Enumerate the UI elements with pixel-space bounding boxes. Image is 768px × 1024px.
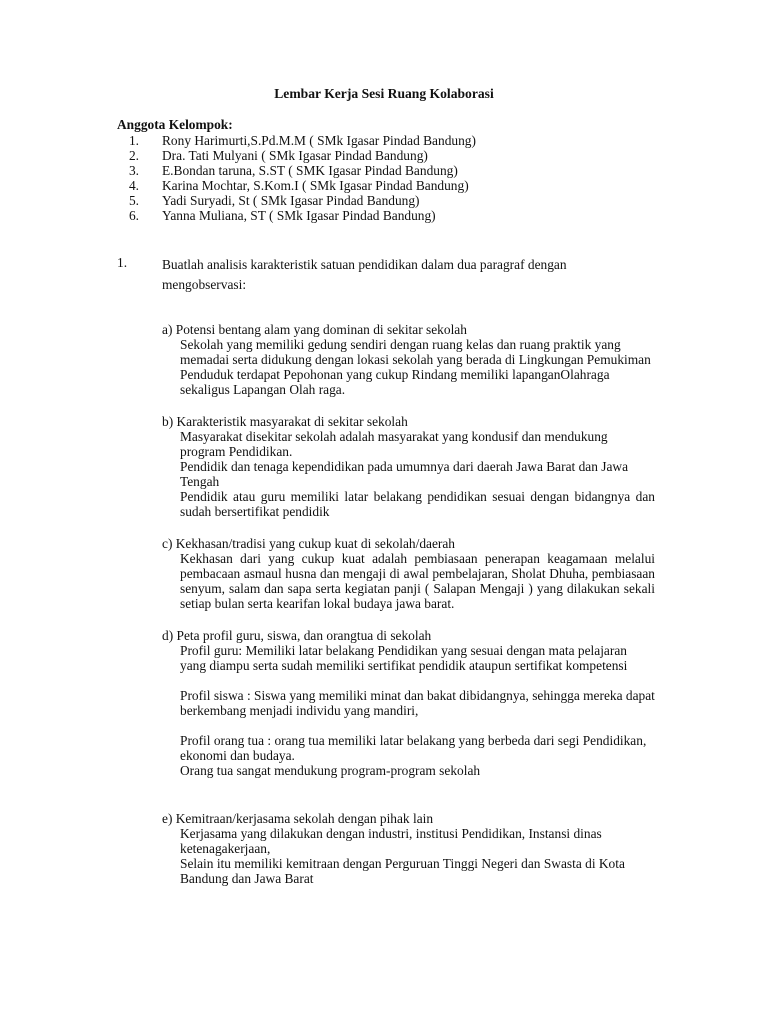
member-name: Dra. Tati Mulyani ( SMk Igasar Pindad Bandung) <box>162 148 428 163</box>
list-item <box>117 133 476 148</box>
section-body <box>162 643 655 778</box>
list-item <box>117 178 476 193</box>
paragraph: Selain itu memiliki kemitraan dengan Perguruan Tinggi Negeri dan Swasta di Kota Bandung dan Jawa Barat <box>180 856 625 886</box>
members-heading: Anggota Kelompok: <box>117 117 233 132</box>
member-name: Karina Mochtar, S.Kom.I ( SMk Igasar Pindad Bandung) <box>162 178 469 193</box>
section-heading: b) Karakteristik masyarakat di sekitar sekolah <box>162 414 408 429</box>
list-item <box>117 163 476 178</box>
section-a <box>162 322 657 397</box>
paragraph: Pendidik atau guru memiliki latar belakang pendidikan sesuai dengan bidangnya dan sudah bersertifikat pendidik <box>180 489 655 519</box>
paragraph: Orang tua sangat mendukung program-program sekolah <box>180 763 481 778</box>
member-name: Yanna Muliana, ST ( SMk Igasar Pindad Bandung) <box>162 208 436 223</box>
member-name: Yadi Suryadi, St ( SMk Igasar Pindad Bandung) <box>162 193 420 208</box>
paragraph: Sekolah yang memiliki gedung sendiri dengan ruang kelas dan ruang praktik yang memadai serta didukung dengan lokasi sekolah yang berada di Lingkungan Pemukiman Penduduk terdapat Pepohonan yang cukup Rindang memiliki lapanganOlahraga sekaligus Lapangan Olah raga. <box>180 337 651 397</box>
list-number: 3. <box>128 163 139 178</box>
list-number: 1. <box>128 133 139 148</box>
list-item <box>117 208 476 223</box>
paragraph: Masyarakat disekitar sekolah adalah masyarakat yang kondusif dan mendukung program Pendidikan. <box>180 429 608 459</box>
list-number: 5. <box>128 193 139 208</box>
section-b <box>162 414 657 519</box>
section-c <box>162 536 657 611</box>
section-body <box>162 429 655 519</box>
section-e <box>162 811 657 886</box>
list-number: 6. <box>128 208 139 223</box>
section-heading: c) Kekhasan/tradisi yang cukup kuat di sekolah/daerah <box>162 536 456 551</box>
paragraph: Kekhasan dari yang cukup kuat adalah pembiasaan penerapan keagamaan melalui pembacaan asmaul husna dan mengaji di awal pembelajaran, Sholat Dhuha, pembiasaan senyum, salam dan sapa serta kegiatan panji ( Salapan Mengaji ) yang dilakukan sekali setiap bulan serta kearifan lokal budaya jawa barat. <box>180 551 655 611</box>
paragraph: Kerjasama yang dilakukan dengan industri, institusi Pendidikan, Instansi dinas ketenagakerjaan, <box>180 826 602 856</box>
list-number: 4. <box>128 178 139 193</box>
document-title: Lembar Kerja Sesi Ruang Kolaborasi <box>274 86 494 101</box>
members-list <box>117 133 476 223</box>
member-name: Rony Harimurti,S.Pd.M.M ( SMk Igasar Pindad Bandung) <box>162 133 476 148</box>
paragraph: Profil orang tua : orang tua memiliki latar belakang yang berbeda dari segi Pendidikan, ekonomi dan budaya. <box>180 733 647 763</box>
section-body <box>162 337 655 397</box>
section-body <box>162 826 655 886</box>
paragraph: Profil guru: Memiliki latar belakang Pendidikan yang sesuai dengan mata pelajaran yang diampu serta sudah memiliki sertifikat pendidik ataupun sertifikat kompetensi <box>180 643 628 673</box>
member-name: E.Bondan taruna, S.ST ( SMK Igasar Pindad Bandung) <box>162 163 458 178</box>
paragraph: Profil siswa : Siswa yang memiliki minat dan bakat dibidangnya, sehingga mereka dapat berkembang menjadi individu yang mandiri, <box>180 688 655 718</box>
task-text: Buatlah analisis karakteristik satuan pendidikan dalam dua paragraf dengan mengobservasi: <box>162 257 567 292</box>
paragraph: Pendidik dan tenaga kependidikan pada umumnya dari daerah Jawa Barat dan Jawa Tengah <box>180 459 629 489</box>
section-heading: e) Kemitraan/kerjasama sekolah dengan pihak lain <box>162 811 434 826</box>
list-item <box>117 148 476 163</box>
task-number: 1. <box>117 255 128 270</box>
section-heading: a) Potensi bentang alam yang dominan di sekitar sekolah <box>162 322 467 337</box>
list-item <box>117 193 476 208</box>
section-heading: d) Peta profil guru, siswa, dan orangtua di sekolah <box>162 628 432 643</box>
list-number: 2. <box>128 148 139 163</box>
section-body <box>162 551 655 611</box>
section-d <box>162 628 657 778</box>
